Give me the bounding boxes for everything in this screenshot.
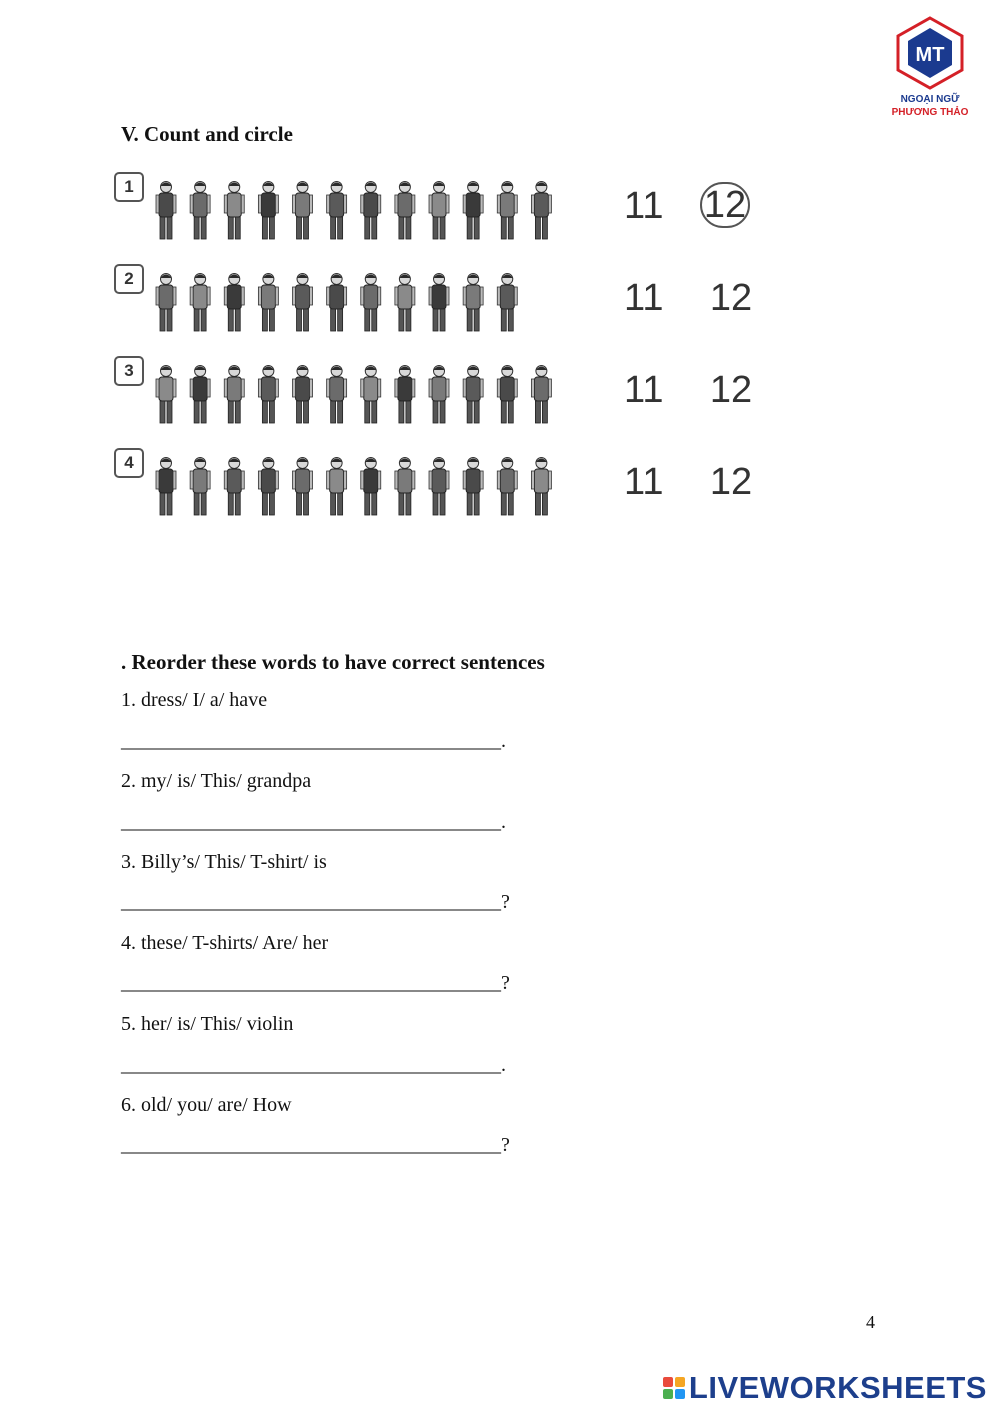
person-figure: [531, 182, 551, 240]
person-figure: [258, 366, 278, 424]
person-figure: [224, 458, 244, 516]
person-figure: [429, 182, 449, 240]
option-11[interactable]: 11: [624, 461, 664, 503]
count-row: [114, 264, 774, 344]
person-figure: [190, 274, 210, 332]
person-figure: [224, 182, 244, 240]
people-illustration: [152, 456, 582, 520]
person-figure: [258, 182, 278, 240]
option-12[interactable]: 12: [700, 182, 750, 228]
option-11[interactable]: 11: [624, 369, 664, 411]
person-figure: [293, 458, 313, 516]
person-figure: [258, 274, 278, 332]
person-figure: [395, 458, 415, 516]
option-11[interactable]: 11: [624, 185, 664, 227]
people-illustration: [152, 272, 582, 336]
person-figure: [327, 366, 347, 424]
logo-monogram: MT: [915, 44, 945, 66]
person-figure: [497, 366, 517, 424]
person-figure: [395, 366, 415, 424]
person-figure: [156, 274, 176, 332]
question-prompt: 3. Billy’s/ This/ T-shirt/ is: [121, 851, 327, 873]
question-prompt: 6. old/ you/ are/ How: [121, 1094, 292, 1116]
person-figure: [463, 274, 483, 332]
person-figure: [156, 182, 176, 240]
answer-line[interactable]: ______________________________________?: [121, 1134, 510, 1156]
answer-line[interactable]: ______________________________________.: [121, 730, 506, 752]
person-figure: [293, 274, 313, 332]
count-row: [114, 356, 774, 436]
option-11[interactable]: 11: [624, 277, 664, 319]
brand-square: [675, 1389, 685, 1399]
liveworksheets-brand[interactable]: [663, 1371, 987, 1405]
person-figure: [429, 274, 449, 332]
answer-line[interactable]: ______________________________________.: [121, 1054, 506, 1076]
option-12[interactable]: 12: [709, 277, 753, 319]
people-illustration: [152, 364, 582, 428]
person-figure: [190, 182, 210, 240]
person-figure: [497, 274, 517, 332]
row-number: 1: [114, 172, 144, 202]
brand-square: [663, 1389, 673, 1399]
brand-square: [675, 1377, 685, 1387]
person-figure: [156, 458, 176, 516]
answer-line[interactable]: ______________________________________.: [121, 811, 506, 833]
person-figure: [497, 182, 517, 240]
person-figure: [463, 366, 483, 424]
person-figure: [224, 274, 244, 332]
row-number: 2: [114, 264, 144, 294]
person-figure: [327, 274, 347, 332]
question-prompt: 1. dress/ I/ a/ have: [121, 689, 268, 711]
person-figure: [327, 182, 347, 240]
question-prompt: 5. her/ is/ This/ violin: [121, 1013, 294, 1035]
person-figure: [190, 458, 210, 516]
person-figure: [156, 366, 176, 424]
row-number: 4: [114, 448, 144, 478]
person-figure: [258, 458, 278, 516]
answer-line[interactable]: ______________________________________?: [121, 972, 510, 994]
option-12[interactable]: 12: [709, 369, 753, 411]
brand-text: LIVEWORKSHEETS: [688, 1370, 987, 1405]
section6-title: . Reorder these words to have correct sentences: [121, 650, 545, 674]
person-figure: [224, 366, 244, 424]
person-figure: [395, 182, 415, 240]
liveworksheets-icon: [663, 1377, 685, 1399]
person-figure: [463, 458, 483, 516]
logo-line1: NGOẠI NGỮ: [900, 94, 960, 105]
count-row: [114, 448, 774, 528]
person-figure: [531, 366, 551, 424]
brand-square: [663, 1377, 673, 1387]
person-figure: [361, 458, 381, 516]
person-figure: [497, 458, 517, 516]
publisher-logo: [880, 14, 980, 124]
page-number: 4: [866, 1312, 875, 1332]
person-figure: [361, 274, 381, 332]
option-12[interactable]: 12: [709, 461, 753, 503]
people-illustration: [152, 180, 582, 244]
person-figure: [327, 458, 347, 516]
question-prompt: 2. my/ is/ This/ grandpa: [121, 770, 312, 792]
answer-line[interactable]: ______________________________________?: [121, 891, 510, 913]
question-prompt: 4. these/ T-shirts/ Are/ her: [121, 932, 329, 954]
person-figure: [190, 366, 210, 424]
person-figure: [361, 366, 381, 424]
logo-line2: PHƯƠNG THẢO: [891, 107, 969, 118]
person-figure: [293, 182, 313, 240]
person-figure: [429, 366, 449, 424]
person-figure: [531, 458, 551, 516]
row-number: 3: [114, 356, 144, 386]
person-figure: [293, 366, 313, 424]
count-row: [114, 172, 774, 252]
mt-logo-icon: [880, 14, 980, 94]
person-figure: [429, 458, 449, 516]
person-figure: [395, 274, 415, 332]
section5-title: V. Count and circle: [121, 122, 293, 146]
person-figure: [361, 182, 381, 240]
person-figure: [463, 182, 483, 240]
